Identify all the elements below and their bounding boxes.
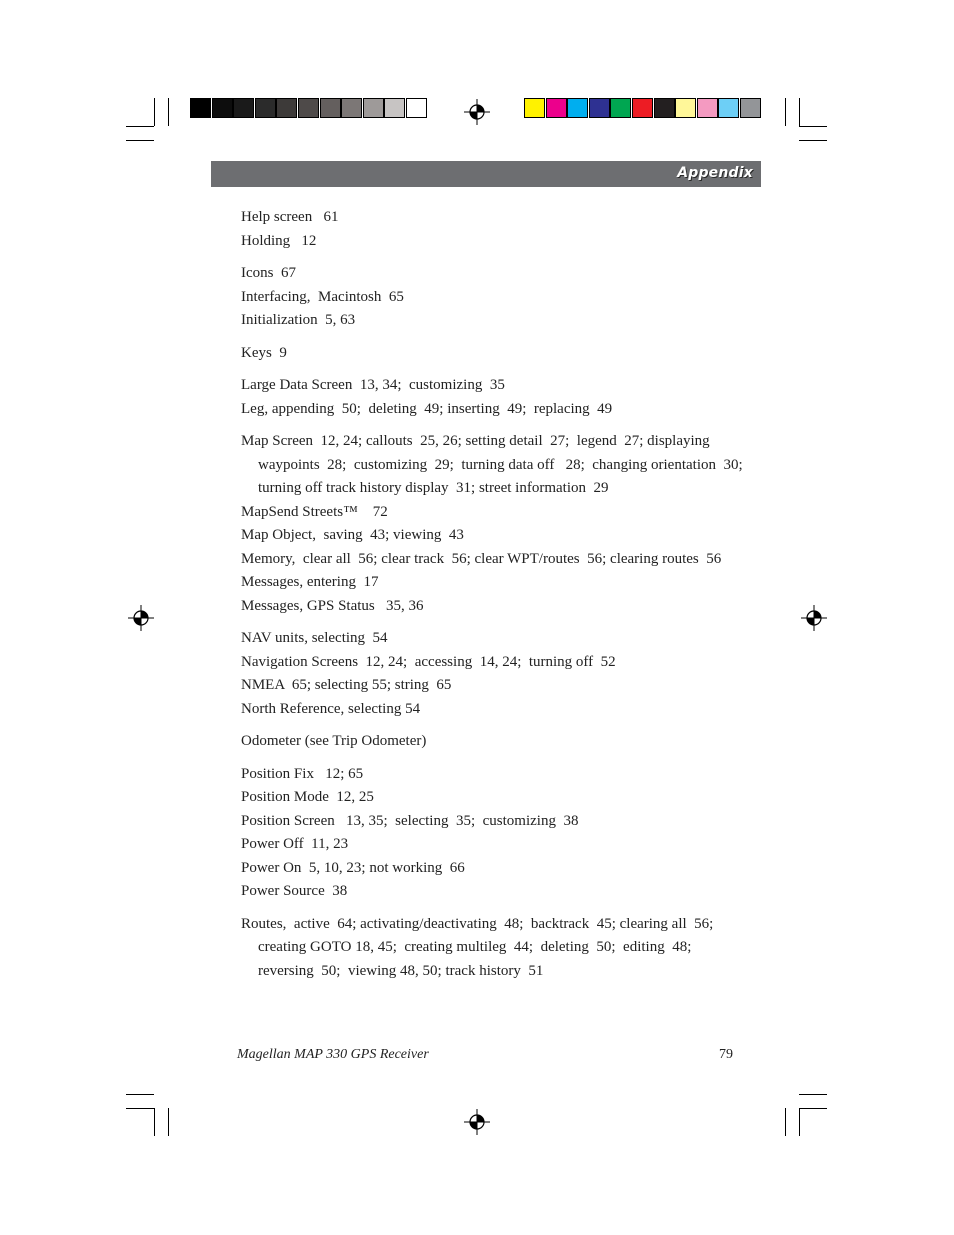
index-group bbox=[241, 913, 741, 984]
gray-swatch bbox=[212, 98, 233, 118]
color-swatch bbox=[524, 98, 545, 118]
gray-swatch bbox=[341, 98, 362, 118]
index-entry: North Reference, selecting 54 bbox=[241, 700, 421, 717]
section-title: Appendix bbox=[677, 165, 753, 181]
gray-swatch bbox=[384, 98, 405, 118]
index-entry: Odometer (see Trip Odometer) bbox=[241, 733, 427, 749]
footer-book-title: Magellan MAP 330 GPS Receiver bbox=[237, 1047, 429, 1062]
index-entry-continuation: reversing 50; viewing 48, 50; track history 51 bbox=[258, 962, 544, 979]
index-group bbox=[241, 374, 741, 421]
index-entry: Routes, active 64; activating/deactivating 48; backtrack 45; clearing all 56; bbox=[241, 915, 714, 932]
index-entry: Interfacing, Macintosh 65 bbox=[241, 288, 404, 305]
index-entry: Memory, clear all 56; clear track 56; clear WPT/routes 56; clearing routes 56 bbox=[241, 550, 722, 567]
index-group bbox=[241, 262, 741, 333]
index-entry-continuation: turning off track history display 31; street information 29 bbox=[258, 480, 609, 496]
index-entry: Power On 5, 10, 23; not working 66 bbox=[241, 859, 465, 876]
index-entry: Messages, entering 17 bbox=[241, 574, 379, 590]
gray-swatch bbox=[276, 98, 297, 118]
gray-swatch bbox=[298, 98, 319, 118]
gray-swatch bbox=[363, 98, 384, 118]
index-entry-continuation: waypoints 28; customizing 29; turning data off 28; changing orientation 30; bbox=[258, 456, 743, 473]
index-group bbox=[241, 763, 741, 904]
color-swatch bbox=[546, 98, 567, 118]
index-entry: Map Screen 12, 24; callouts 25, 26; setting detail 27; legend 27; displaying bbox=[241, 433, 710, 449]
index-entry: MapSend Streets™ 72 bbox=[241, 503, 388, 520]
section-header-bar bbox=[211, 161, 761, 187]
index-group bbox=[241, 430, 741, 618]
index-entry: Leg, appending 50; deleting 49; inserting 49; replacing 49 bbox=[241, 400, 613, 417]
index-entry: Messages, GPS Status 35, 36 bbox=[241, 597, 424, 614]
color-swatch bbox=[675, 98, 696, 118]
registration-mark-icon bbox=[128, 605, 154, 631]
gray-swatch bbox=[190, 98, 211, 118]
color-swatch bbox=[610, 98, 631, 118]
index-group bbox=[241, 206, 741, 253]
index-entry: Large Data Screen 13, 34; customizing 35 bbox=[241, 377, 505, 393]
gray-swatch bbox=[255, 98, 276, 118]
index-list bbox=[241, 206, 741, 992]
index-entry: Position Screen 13, 35; selecting 35; customizing 38 bbox=[241, 812, 579, 829]
index-entry: Keys 9 bbox=[241, 344, 287, 361]
gray-swatch bbox=[406, 98, 427, 118]
color-swatch bbox=[632, 98, 653, 118]
color-swatch bbox=[589, 98, 610, 118]
index-entry: Power Source 38 bbox=[241, 883, 348, 899]
index-entry: NMEA 65; selecting 55; string 65 bbox=[241, 677, 452, 693]
index-entry: NAV units, selecting 54 bbox=[241, 630, 388, 646]
index-group bbox=[241, 342, 741, 366]
registration-mark-icon bbox=[464, 99, 490, 125]
index-entry: Position Mode 12, 25 bbox=[241, 789, 374, 805]
index-entry: Initialization 5, 63 bbox=[241, 312, 356, 328]
index-entry: Position Fix 12; 65 bbox=[241, 765, 364, 782]
color-swatch bbox=[718, 98, 739, 118]
index-entry: Icons 67 bbox=[241, 265, 296, 281]
gray-swatch bbox=[233, 98, 254, 118]
index-group bbox=[241, 627, 741, 721]
color-swatch bbox=[654, 98, 675, 118]
index-entry: Map Object, saving 43; viewing 43 bbox=[241, 527, 464, 543]
color-swatch bbox=[740, 98, 761, 118]
color-swatch bbox=[697, 98, 718, 118]
index-entry: Help screen 61 bbox=[241, 209, 339, 225]
registration-mark-icon bbox=[464, 1109, 490, 1135]
index-entry-continuation: creating GOTO 18, 45; creating multileg 44; deleting 50; editing 48; bbox=[258, 939, 692, 955]
index-entry: Power Off 11, 23 bbox=[241, 836, 349, 852]
index-entry: Holding 12 bbox=[241, 232, 317, 249]
page-number: 79 bbox=[719, 1047, 733, 1062]
color-swatch bbox=[567, 98, 588, 118]
index-group bbox=[241, 730, 741, 754]
index-entry: Navigation Screens 12, 24; accessing 14, 24; turning off 52 bbox=[241, 653, 616, 670]
gray-swatch bbox=[320, 98, 341, 118]
registration-mark-icon bbox=[801, 605, 827, 631]
